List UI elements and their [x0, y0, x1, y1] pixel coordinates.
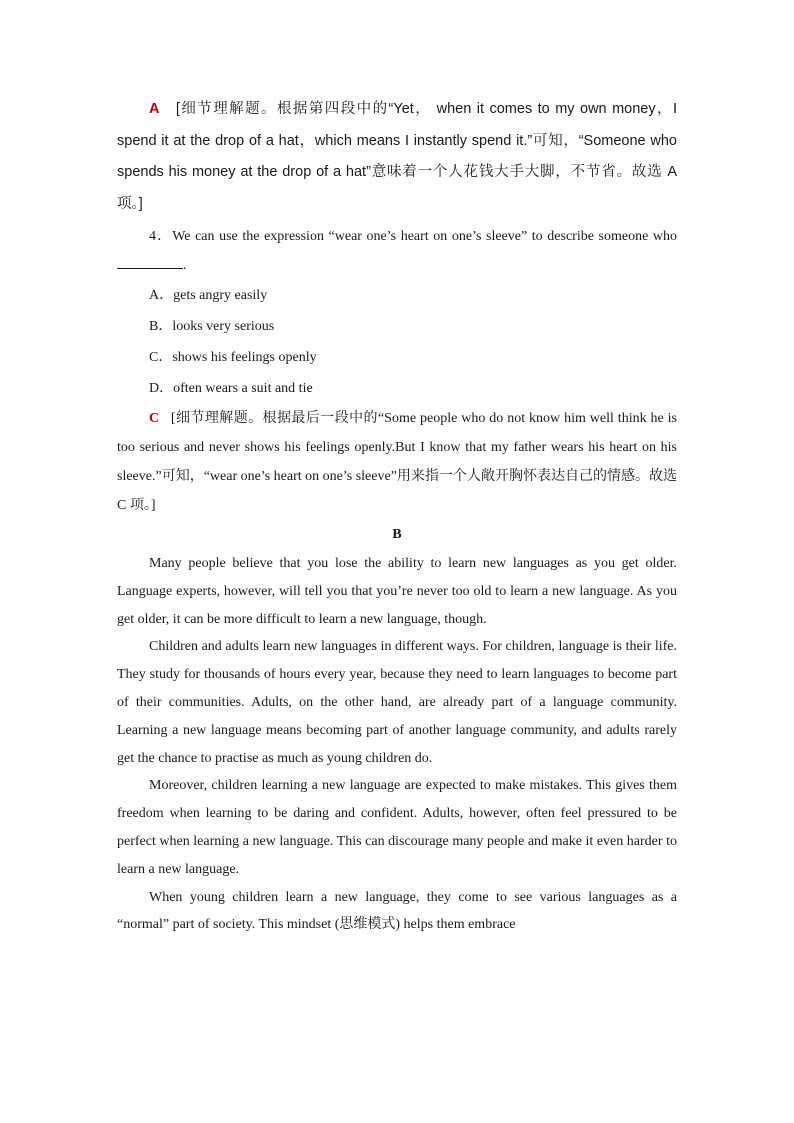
answer-blank: [117, 256, 183, 269]
answer-letter-c: C: [149, 411, 160, 426]
option-d: D．often wears a suit and tie: [149, 381, 313, 396]
option-c: C．shows his feelings openly: [149, 350, 317, 365]
passage-paragraph-4: When young children learn a new language, they come to see various languages as a “normal” part of society. This mindset (思维模式) helps them embrace: [117, 889, 677, 933]
explanation-a: [117, 94, 677, 220]
question-4-end: .: [183, 258, 187, 273]
question-4-text: 4．We can use the expression “wear one’s heart on one’s sleeve” to describe someone who: [149, 229, 677, 244]
answer-letter-a: A: [149, 101, 160, 117]
explanation-c: [117, 404, 677, 520]
explanation-a-text-1: [细节理解题。根据第四段中的“Yet， when it comes to my own money，I spend it at the drop of a hat，which means I instantly spend it.”可知，: [117, 101, 677, 149]
passage-paragraph-1: Many people believe that you lose the ability to learn new languages as you get older. Language experts, however, will tell you that you’re never too old to learn a new language. As you get older, it can be more difficult to learn a new language, though.: [117, 556, 677, 627]
passage-paragraph-3: Moreover, children learning a new language are expected to make mistakes. This gives them freedom when learning to be daring and confident. Adults, however, often feel pressured to be perfect when learning a new language. This can discourage many people and make it even harder to learn a new language.: [117, 778, 677, 877]
section-heading: B: [392, 527, 402, 542]
page-content: [117, 94, 677, 939]
passage-paragraph-2: Children and adults learn new languages in different ways. For children, language is their life. They study for thousands of hours every year, because they need to learn languages to become part of their communities. Adults, on the other hand, are already part of a language community. Learning a new language means becoming part of another language community, and adults rarely get the chance to practise as much as young children do.: [117, 639, 677, 766]
option-a: A．gets angry easily: [149, 288, 268, 303]
question-4-stem: [117, 222, 677, 280]
explanation-a-text-2: “Someone who spends his money at the drop of a hat”意味着一个人花钱大手大脚，不节省。故选 A 项。]: [117, 132, 677, 212]
option-b: B．looks very serious: [149, 319, 275, 334]
explanation-c-text: [细节理解题。根据最后一段中的“Some people who do not know him well think he is too serious and never shows his feelings openly.But I know that my father wears his heart on his sleeve.”可知，“wear one’s heart on one’s sleeve”用来指一个人敞开胸怀表达自己的情感。故选 C 项。]: [117, 411, 677, 513]
